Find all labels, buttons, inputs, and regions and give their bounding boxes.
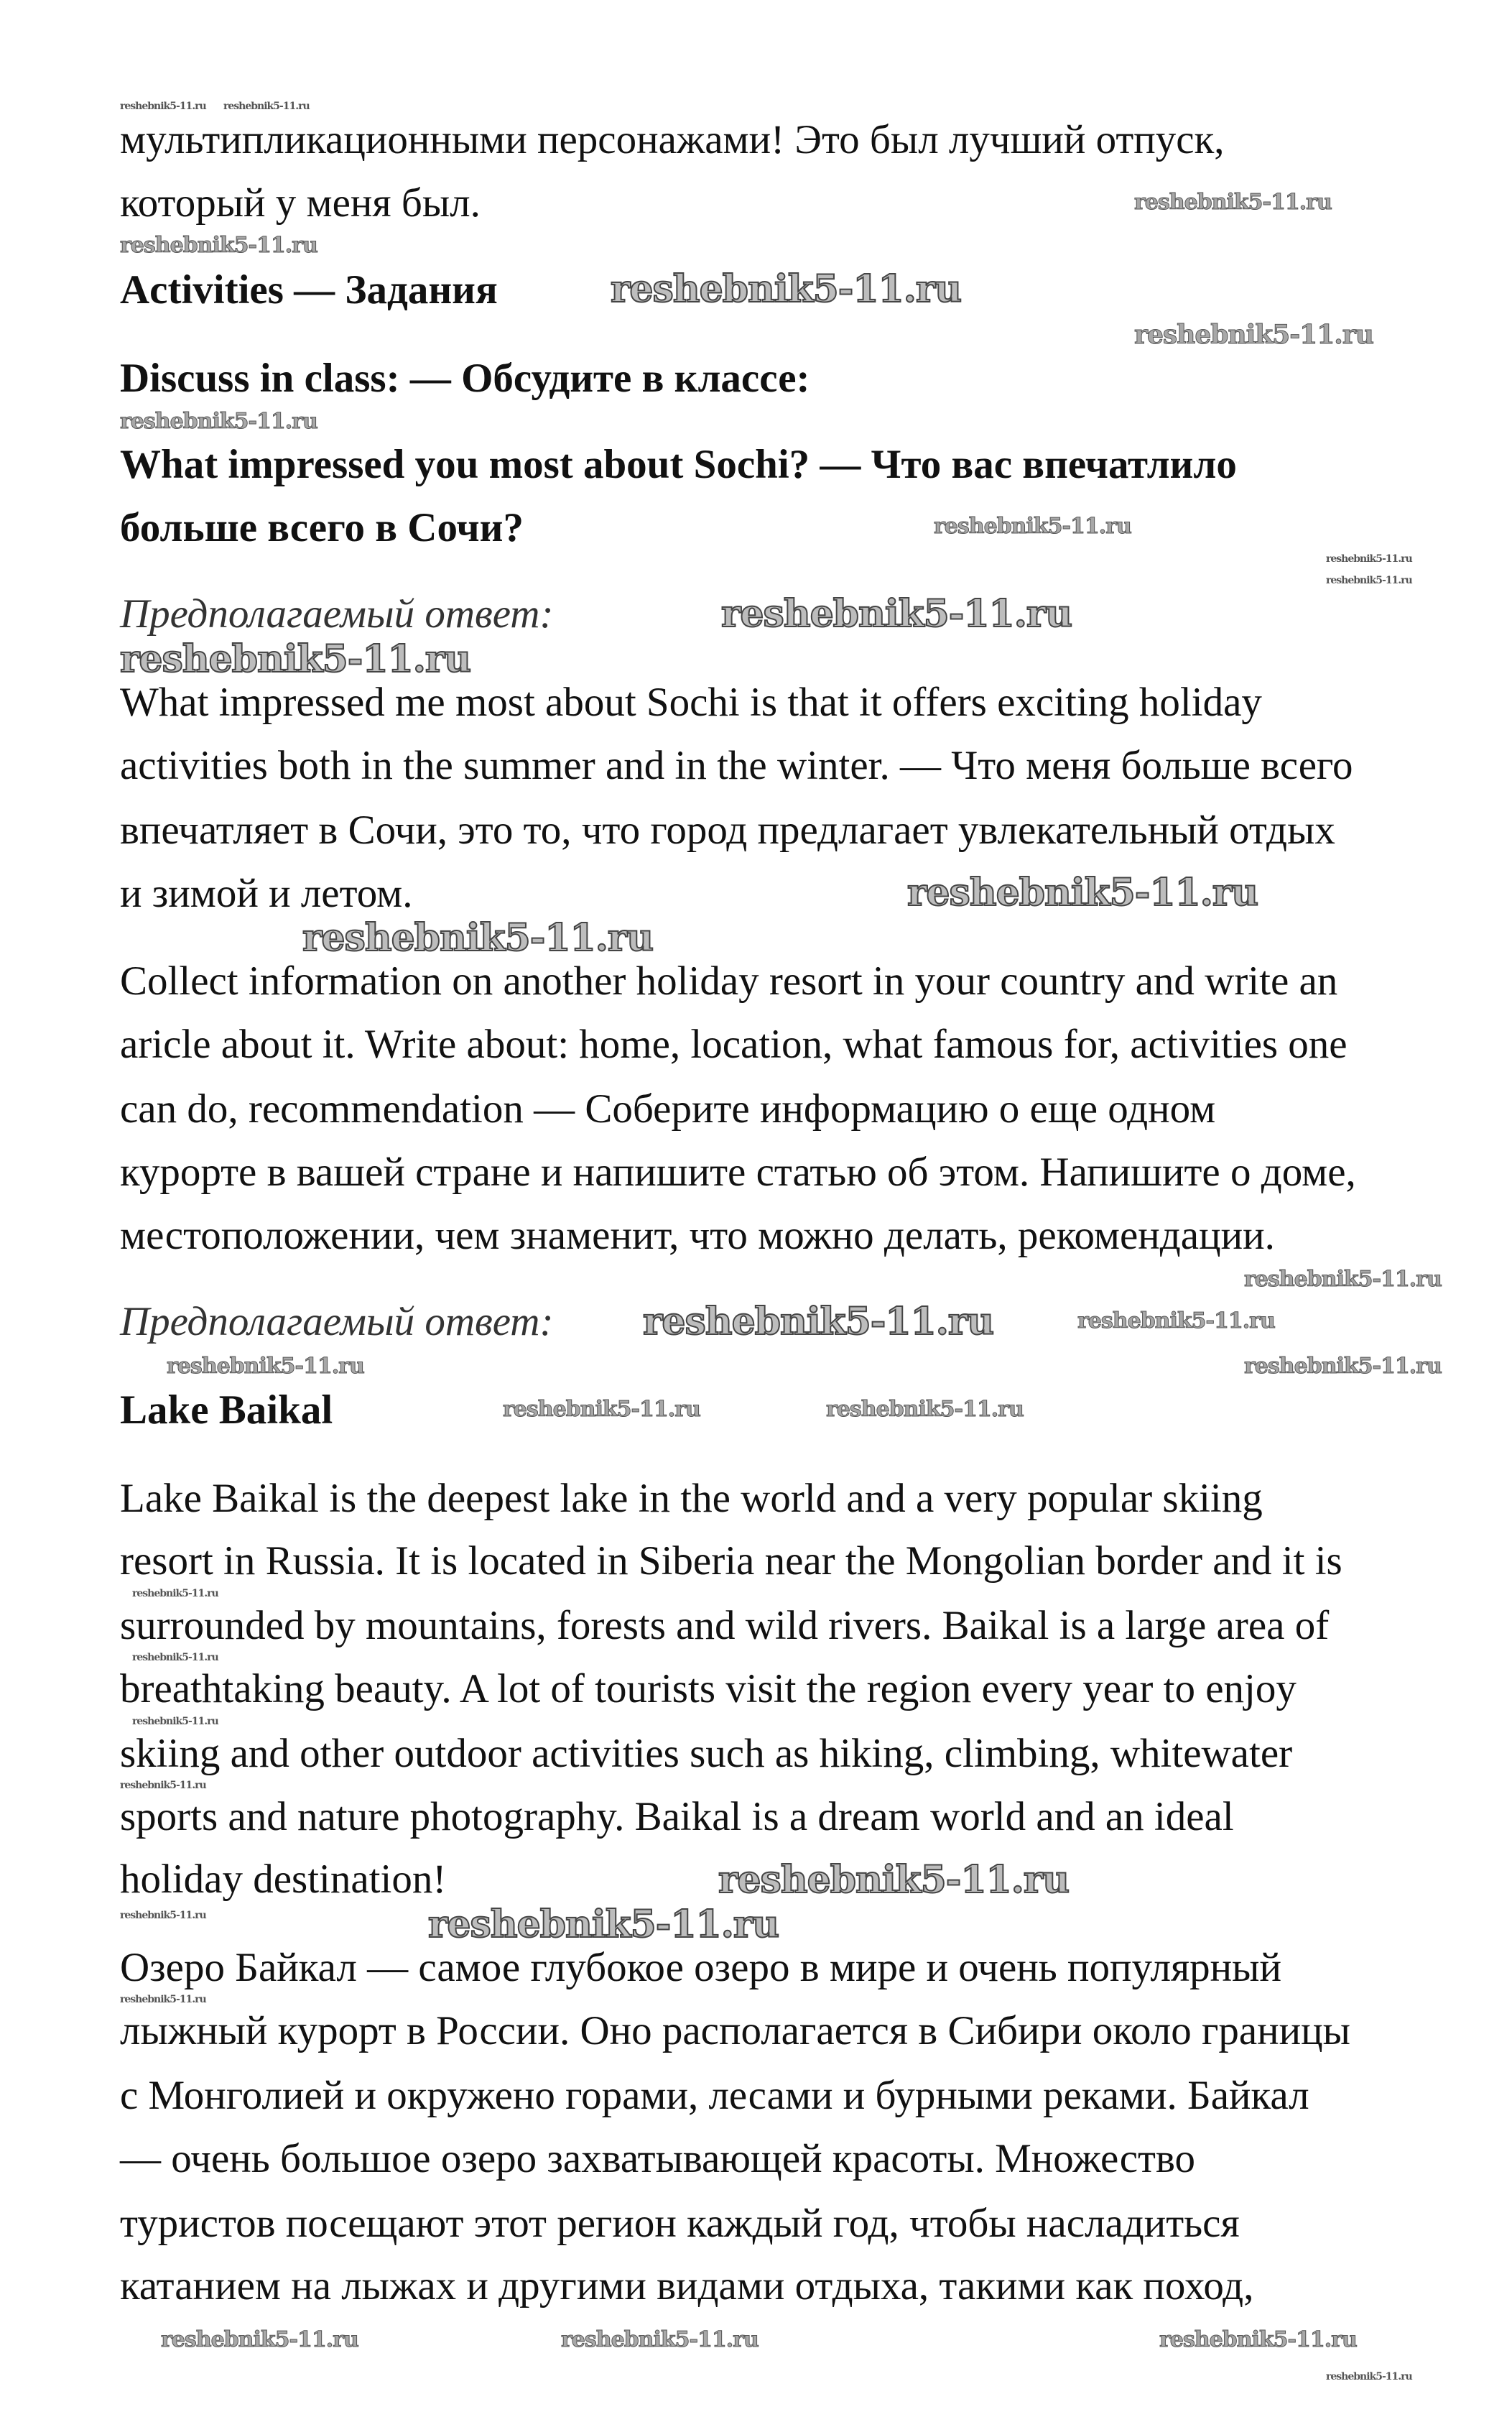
- watermark: reshebnik5-11.ru: [1326, 575, 1412, 586]
- watermark: reshebnik5-11.ru: [826, 1397, 1024, 1422]
- text-line: туристов посещают этот регион каждый год, чтобы насладиться: [120, 2201, 1240, 2246]
- watermark: reshebnik5-11.ru: [161, 2327, 358, 2352]
- text-line: курорте в вашей стране и напишите статью об этом. Напишите о доме,: [120, 1150, 1356, 1195]
- watermark: reshebnik5-11.ru: [561, 2327, 759, 2352]
- text-line: sports and nature photography. Baikal is a dream world and an ideal: [120, 1794, 1234, 1839]
- text-line: activities both in the summer and in the winter. — Что меня больше всего: [120, 743, 1353, 788]
- watermark: reshebnik5-11.ru: [120, 101, 206, 112]
- text-line: aricle about it. Write about: home, location, what famous for, activities one: [120, 1022, 1348, 1067]
- watermark: reshebnik5-11.ru: [302, 916, 654, 960]
- heading-line: What impressed you most about Sochi? — Что вас впечатлило: [120, 442, 1237, 487]
- text-line: skiing and other outdoor activities such as hiking, climbing, whitewater: [120, 1731, 1293, 1776]
- watermark: reshebnik5-11.ru: [120, 233, 317, 258]
- text-line: который у меня был.: [120, 180, 481, 226]
- text-line: лыжный курорт в России. Оно располагается в Сибири около границы: [120, 2008, 1350, 2053]
- watermark: reshebnik5-11.ru: [503, 1397, 700, 1422]
- watermark: reshebnik5-11.ru: [120, 1994, 206, 2005]
- text-line: впечатляет в Сочи, это то, что город предлагает увлекательный отдых: [120, 808, 1335, 853]
- heading-line: больше всего в Сочи?: [120, 505, 524, 550]
- watermark: reshebnik5-11.ru: [167, 1354, 364, 1379]
- watermark: reshebnik5-11.ru: [1244, 1267, 1442, 1292]
- watermark: reshebnik5-11.ru: [132, 1652, 218, 1663]
- watermark: reshebnik5-11.ru: [120, 409, 317, 434]
- text-line: с Монголией и окружено горами, лесами и бурными реками. Байкал: [120, 2073, 1309, 2118]
- text-line: Lake Baikal is the deepest lake in the world and a very popular skiing: [120, 1476, 1263, 1521]
- text-line: катанием на лыжах и другими видами отдыха, такими как поход,: [120, 2263, 1254, 2308]
- watermark: reshebnik5-11.ru: [223, 101, 310, 112]
- watermark: reshebnik5-11.ru: [718, 1858, 1070, 1902]
- answer-label: Предполагаемый ответ:: [120, 1299, 554, 1344]
- text-line: holiday destination!: [120, 1857, 447, 1902]
- heading-line: Lake Baikal: [120, 1387, 333, 1433]
- watermark: reshebnik5-11.ru: [643, 1300, 994, 1344]
- watermark: reshebnik5-11.ru: [1134, 320, 1373, 350]
- text-line: мультипликационными персонажами! Это был лучший отпуск,: [120, 117, 1225, 162]
- watermark: reshebnik5-11.ru: [1244, 1354, 1442, 1379]
- text-line: и зимой и летом.: [120, 871, 413, 916]
- text-line: — очень большое озеро захватывающей красоты. Множество: [120, 2136, 1195, 2181]
- watermark: reshebnik5-11.ru: [934, 514, 1131, 539]
- text-line: What impressed me most about Sochi is that it offers exciting holiday: [120, 680, 1262, 725]
- watermark: reshebnik5-11.ru: [120, 1910, 206, 1921]
- watermark: reshebnik5-11.ru: [907, 871, 1258, 915]
- text-line: breathtaking beauty. A lot of tourists visit the region every year to enjoy: [120, 1666, 1297, 1711]
- watermark: reshebnik5-11.ru: [132, 1588, 218, 1599]
- text-line: can do, recommendation — Соберите информацию о еще одном: [120, 1086, 1216, 1132]
- heading-line: Discuss in class: — Обсудите в классе:: [120, 356, 810, 401]
- watermark: reshebnik5-11.ru: [611, 267, 962, 311]
- watermark: reshebnik5-11.ru: [132, 1716, 218, 1727]
- watermark: reshebnik5-11.ru: [428, 1903, 779, 1946]
- answer-label: Предполагаемый ответ:: [120, 591, 554, 637]
- watermark: reshebnik5-11.ru: [1134, 190, 1332, 215]
- watermark: reshebnik5-11.ru: [1326, 2371, 1412, 2382]
- text-line: resort in Russia. It is located in Siberia near the Mongolian border and it is: [120, 1538, 1342, 1584]
- watermark: reshebnik5-11.ru: [721, 592, 1072, 636]
- watermark: reshebnik5-11.ru: [120, 1780, 206, 1791]
- watermark: reshebnik5-11.ru: [1159, 2327, 1357, 2352]
- heading-line: Activities — Задания: [120, 267, 498, 313]
- text-line: местоположении, чем знаменит, что можно делать, рекомендации.: [120, 1213, 1275, 1258]
- watermark: reshebnik5-11.ru: [120, 637, 471, 681]
- text-line: Озеро Байкал — самое глубокое озеро в мире и очень популярный: [120, 1945, 1281, 1990]
- watermark: reshebnik5-11.ru: [1326, 553, 1412, 565]
- watermark: reshebnik5-11.ru: [1077, 1308, 1275, 1334]
- text-line: surrounded by mountains, forests and wild rivers. Baikal is a large area of: [120, 1603, 1330, 1648]
- text-line: Collect information on another holiday resort in your country and write an: [120, 958, 1338, 1004]
